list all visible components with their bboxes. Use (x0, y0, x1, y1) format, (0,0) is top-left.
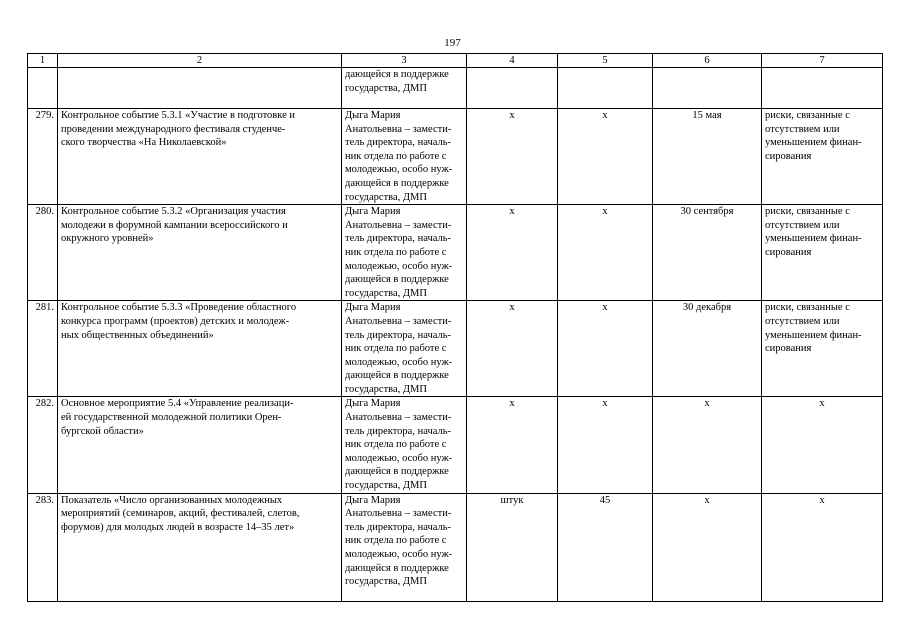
column-number-header: 1 (28, 54, 58, 68)
responsible-cell: Дыга Мария Анатольевна – замести- тель директора, началь- ник отдела по работе с молодежью, особо нуж- дающейся в поддержке государства, ДМП (342, 301, 467, 397)
row-number-cell (28, 68, 58, 109)
row-number-cell: 281. (28, 301, 58, 397)
responsible-cell: Дыга Мария Анатольевна – замести- тель директора, началь- ник отдела по работе с молодежью, особо нуж- дающейся в поддержке государства, ДМП (342, 109, 467, 205)
risks-cell (762, 68, 883, 109)
description-cell (58, 68, 342, 109)
deadline-cell: 30 декабря (653, 301, 762, 397)
unit-cell (467, 68, 558, 109)
deadline-cell: 30 сентября (653, 205, 762, 301)
table-row (28, 205, 883, 301)
responsible-cell: Дыга Мария Анатольевна – замести- тель директора, началь- ник отдела по работе с молодежью, особо нуж- дающейся в поддержке государства, ДМП (342, 397, 467, 493)
risks-cell: х (762, 397, 883, 493)
responsible-cell: Дыга Мария Анатольевна – замести- тель директора, началь- ник отдела по работе с молодежью, особо нуж- дающейся в поддержке государства, ДМП (342, 493, 467, 601)
unit-cell: штук (467, 493, 558, 601)
unit-cell: х (467, 109, 558, 205)
table-row (28, 397, 883, 493)
column-number-header: 6 (653, 54, 762, 68)
column-number-header: 7 (762, 54, 883, 68)
row-number-cell: 283. (28, 493, 58, 601)
row-number-cell: 279. (28, 109, 58, 205)
column-number-header: 5 (558, 54, 653, 68)
responsible-cell: дающейся в поддержке государства, ДМП (342, 68, 467, 109)
value-cell: 45 (558, 493, 653, 601)
table-row (28, 301, 883, 397)
page-number: 197 (444, 37, 461, 49)
column-number-header: 3 (342, 54, 467, 68)
risks-cell: х (762, 493, 883, 601)
deadline-cell: 15 мая (653, 109, 762, 205)
unit-cell: х (467, 397, 558, 493)
column-number-row (28, 54, 883, 68)
deadline-cell: х (653, 493, 762, 601)
table-row (28, 109, 883, 205)
unit-cell: х (467, 301, 558, 397)
responsible-cell: Дыга Мария Анатольевна – замести- тель директора, началь- ник отдела по работе с молодежью, особо нуж- дающейся в поддержке государства, ДМП (342, 205, 467, 301)
description-cell: Контрольное событие 5.3.1 «Участие в подготовке и проведении международного фестиваля студенче- ского творчества «На Николаевской» (58, 109, 342, 205)
description-cell: Основное мероприятие 5.4 «Управление реализаци- ей государственной молодежной политики Орен- бургской области» (58, 397, 342, 493)
unit-cell: х (467, 205, 558, 301)
value-cell (558, 68, 653, 109)
deadline-cell (653, 68, 762, 109)
row-number-cell: 282. (28, 397, 58, 493)
column-number-header: 2 (58, 54, 342, 68)
description-cell: Контрольное событие 5.3.2 «Организация участия молодежи в форумной кампании всероссийского и окружного уровней» (58, 205, 342, 301)
description-cell: Контрольное событие 5.3.3 «Проведение областного конкурса программ (проектов) детских и молодеж- ных общественных объединений» (58, 301, 342, 397)
deadline-cell: х (653, 397, 762, 493)
risks-cell: риски, связанные с отсутствием или уменьшением финан- сирования (762, 205, 883, 301)
value-cell: х (558, 301, 653, 397)
value-cell: х (558, 205, 653, 301)
value-cell: х (558, 109, 653, 205)
risks-cell: риски, связанные с отсутствием или уменьшением финан- сирования (762, 301, 883, 397)
risks-cell: риски, связанные с отсутствием или уменьшением финан- сирования (762, 109, 883, 205)
continuation-row (28, 68, 883, 109)
column-number-header: 4 (467, 54, 558, 68)
value-cell: х (558, 397, 653, 493)
description-cell: Показатель «Число организованных молодежных мероприятий (семинаров, акций, фестивалей, слетов, форумов) для молодых людей в возрасте 14–35 лет» (58, 493, 342, 601)
activities-table (27, 53, 883, 602)
row-number-cell: 280. (28, 205, 58, 301)
table-row (28, 493, 883, 601)
